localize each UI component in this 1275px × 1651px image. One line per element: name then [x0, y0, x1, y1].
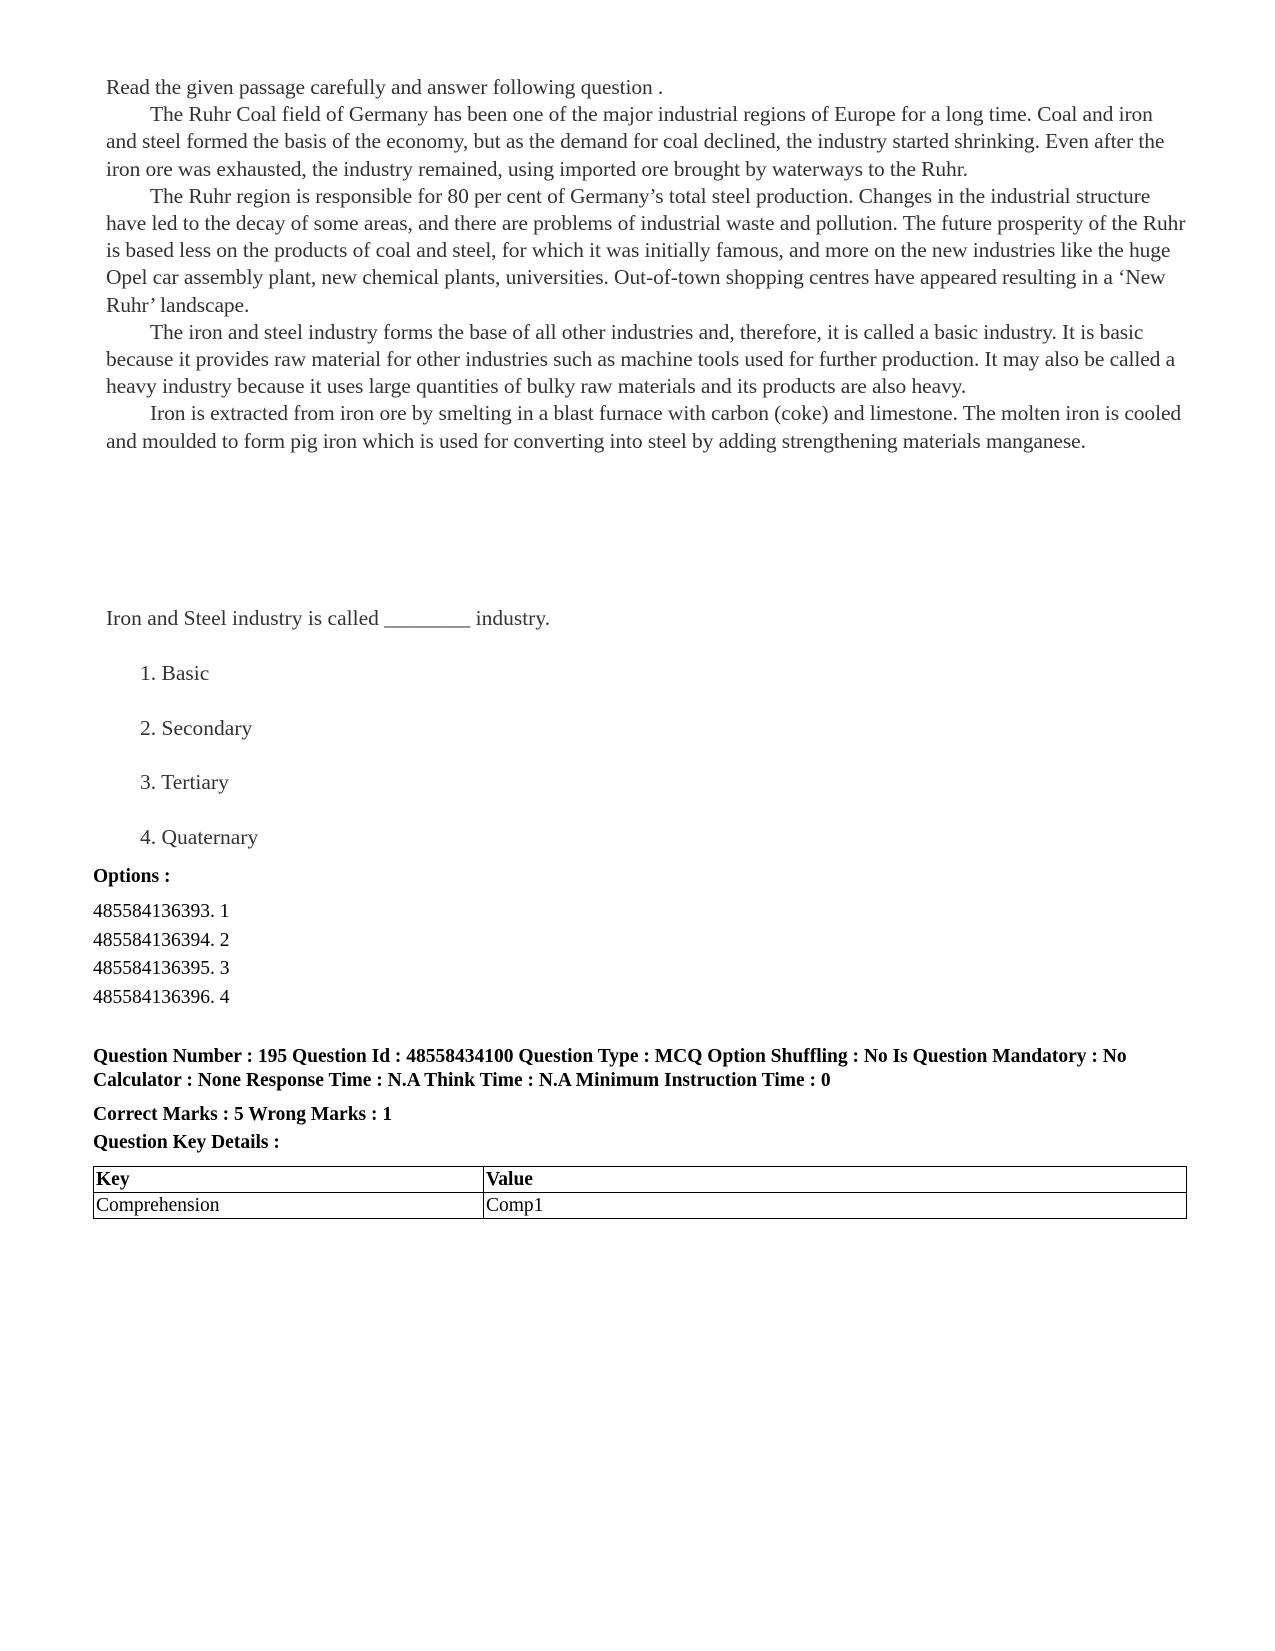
choice-4: 4. Quaternary: [140, 824, 259, 849]
option-item: 485584136394. 2: [93, 929, 230, 951]
header-key: Key: [94, 1167, 484, 1193]
choice-1: 1. Basic: [140, 661, 210, 685]
passage-intro: Read the given passage carefully and answer following question .: [106, 75, 664, 99]
question-meta: Question Number : 195 Question Id : 48558434100 Question Type : MCQ Option Shuffling : No Is Question Mandatory : No Calculator : None Response Time : N.A Think Time : N.A Minimum Instruction Time : 0: [93, 1046, 1127, 1091]
key-details-heading: Question Key Details :: [93, 1132, 280, 1153]
table-header-row: [94, 1167, 1187, 1193]
passage-paragraph-3: The iron and steel industry forms the base of all other industries and, therefore, it is called a basic industry. It is basic because it provides raw material for other industries such as machine tools used for further production. It may also be called a heavy industry because it uses large quantities of bulky raw materials and its products are also heavy.: [106, 319, 1176, 399]
row-value: Comp1: [484, 1193, 1187, 1219]
row-key: Comprehension: [94, 1193, 484, 1219]
option-item: 485584136395. 3: [93, 958, 230, 980]
question-text: Iron and Steel industry is called ________ industry.: [106, 606, 551, 630]
passage-paragraph-2: The Ruhr region is responsible for 80 per cent of Germany’s total steel production. Changes in the industrial structure have led to the decay of some areas, and there are problems of industrial waste and pollution. The future prosperity of the Ruhr is based less on the products of coal and steel, for which it was initially famous, and more on the new industries like the huge Opel car assembly plant, new chemical plants, universities. Out-of-town shopping centres have appeared resulting in a ‘New Ruhr’ landscape.: [106, 183, 1186, 317]
header-value: Value: [484, 1167, 1187, 1193]
table-row: [94, 1193, 1187, 1219]
passage-paragraph-4: Iron is extracted from iron ore by smelting in a blast furnace with carbon (coke) and limestone. The molten iron is cooled and moulded to form pig iron which is used for converting into steel by adding strengthening materials manganese.: [106, 401, 1182, 453]
options-heading: Options :: [93, 866, 171, 887]
choice-2: 2. Secondary: [140, 715, 253, 740]
passage-image: [106, 74, 1186, 455]
key-details-table: [93, 1166, 1187, 1219]
question-choices: [140, 661, 258, 879]
options-list: [93, 898, 230, 1013]
option-item: 485584136396. 4: [93, 987, 230, 1009]
passage-paragraph-1: The Ruhr Coal field of Germany has been one of the major industrial regions of Europe for a long time. Coal and iron and steel formed the basis of the economy, but as the demand for coal declined, the industry started shrinking. Even after the iron ore was exhausted, the industry remained, using imported ore brought by waterways to the Ruhr.: [106, 102, 1165, 181]
choice-3: 3. Tertiary: [140, 770, 229, 794]
option-item: 485584136393. 1: [93, 901, 230, 922]
marks-line: Correct Marks : 5 Wrong Marks : 1: [93, 1104, 393, 1125]
